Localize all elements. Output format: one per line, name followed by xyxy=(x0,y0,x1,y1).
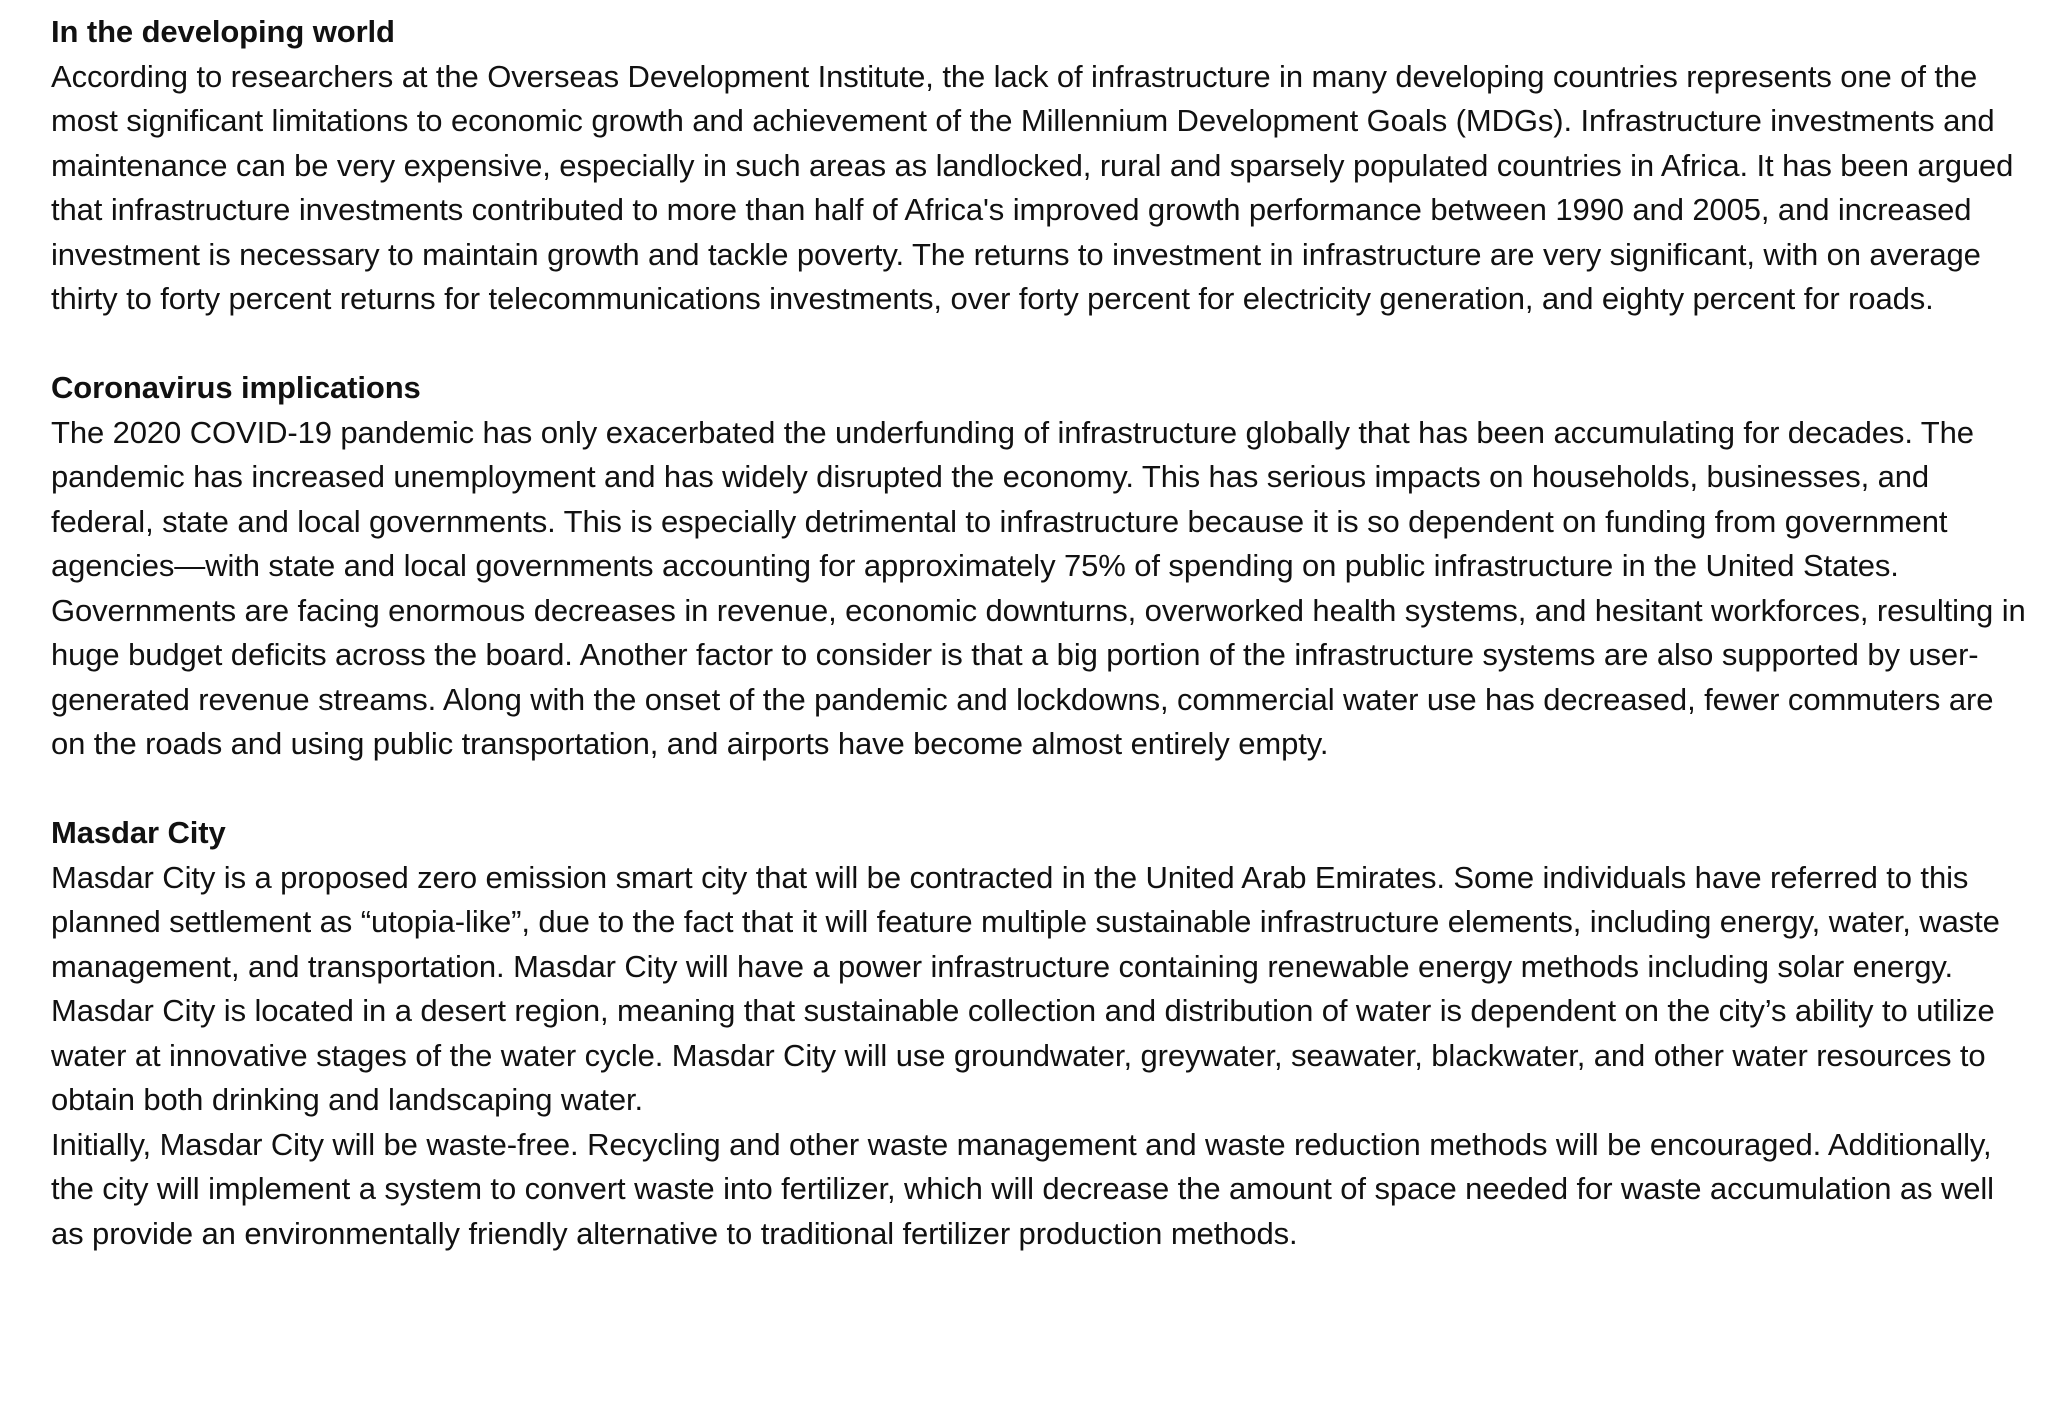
section-paragraph: The 2020 COVID-19 pandemic has only exacerbated the underfunding of infrastructure globally that has been accumulating for decades. The pandemic has increased unemployment and has widely disrupted the economy. This has serious impacts on households, businesses, and federal, state and local governments. This is especially detrimental to infrastructure because it is so dependent on funding from government agencies—with state and local governments accounting for approximately 75% of spending on public infrastructure in the United States. Governments are facing enormous decreases in revenue, economic downturns, overworked health systems, and hesitant workforces, resulting in huge budget deficits across the board. Another factor to consider is that a big portion of the infrastructure systems are also supported by user-generated revenue streams. Along with the onset of the pandemic and lockdowns, commercial water use has decreased, fewer commuters are on the roads and using public transportation, and airports have become almost entirely empty. xyxy=(51,414,2026,761)
section-paragraph: Masdar City is located in a desert region, meaning that sustainable collection and distribution of water is dependent on the city’s ability to utilize water at innovative stages of the water cycle. Masdar City will use groundwater, greywater, seawater, blackwater, and other water resources to obtain both drinking and landscaping water. xyxy=(51,993,1995,1117)
document-page xyxy=(51,10,2031,1256)
section-heading: In the developing world xyxy=(51,14,395,49)
section-paragraph: Initially, Masdar City will be waste-free. Recycling and other waste management and waste reduction methods will be encouraged. Additionally, the city will implement a system to convert waste into fertilizer, which will decrease the amount of space needed for waste accumulation as well as provide an environmentally friendly alternative to traditional fertilizer production methods. xyxy=(51,1126,1994,1251)
section-paragraph: According to researchers at the Overseas Development Institute, the lack of infrastructure in many developing countries represents one of the most significant limitations to economic growth and achievement of the Millennium Development Goals (MDGs). Infrastructure investments and maintenance can be very expensive, especially in such areas as landlocked, rural and sparsely populated countries in Africa. It has been argued that infrastructure investments contributed to more than half of Africa's improved growth performance between 1990 and 2005, and increased investment is necessary to maintain growth and tackle poverty. The returns to investment in infrastructure are very significant, with on average thirty to forty percent returns for telecommunications investments, over forty percent for electricity generation, and eighty percent for roads. xyxy=(51,58,2014,316)
section-heading: Coronavirus implications xyxy=(51,370,421,405)
section-paragraph: Masdar City is a proposed zero emission smart city that will be contracted in the United Arab Emirates. Some individuals have referred to this planned settlement as “utopia-like”, due to the fact that it will feature multiple sustainable infrastructure elements, including energy, water, waste management, and transportation. Masdar City will have a power infrastructure containing renewable energy methods including solar energy. xyxy=(51,859,2000,984)
section-masdar-city xyxy=(51,811,2031,1256)
section-developing-world xyxy=(51,10,2031,322)
section-coronavirus-implications xyxy=(51,366,2031,767)
section-heading: Masdar City xyxy=(51,815,226,850)
